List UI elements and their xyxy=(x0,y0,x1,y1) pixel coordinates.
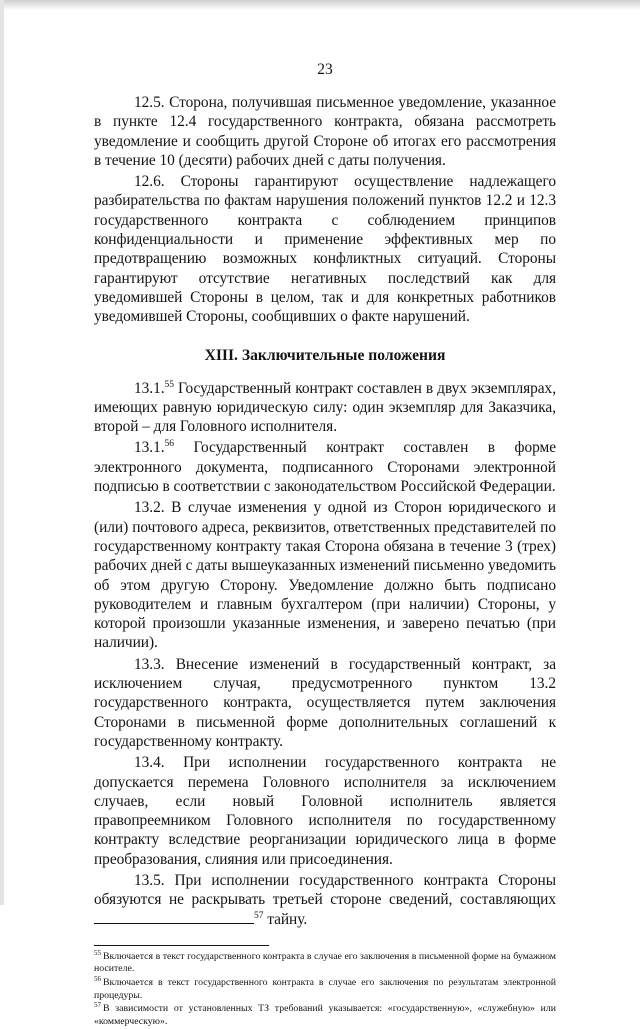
clause-13-3: 13.3. Внесение изменений в государственный контракт, за исключением случая, предусмотренного пунктом 13.2 государственного контракта, осуществляется путем заключения Сторонами в письменной форме дополнительных соглашений к государственному контракту. xyxy=(94,655,556,750)
footnote-55 xyxy=(94,948,556,976)
footnote-ref-55[interactable]: 55 xyxy=(164,379,174,390)
footnote-text: Включается в текст государственного контракта в случае его заключения в письменной форме на бумажном носителе. xyxy=(94,950,556,975)
clause-13-1-electronic xyxy=(94,438,556,496)
footnote-mark: 56 xyxy=(94,974,101,983)
clause-13-4: 13.4. При исполнении государственного контракта не допускается перемена Головного исполнителя за исключением случаев, если новый Головной исполнитель является правопреемником Головного исполнителя по государственному контракту вследствие реорганизации юридического лица в форме преобразования, слияния или присоединения. xyxy=(94,754,556,868)
clause-12-5: 12.5. Сторона, получившая письменное уведомление, указанное в пункте 12.4 государственного контракта, обязана рассмотреть уведомление и сообщить другой Стороне об итогах его рассмотрения в течение 10 (десяти) рабочих дней с даты получения. xyxy=(94,94,556,169)
footnote-text: Включается в текст государственного контракта в случае его заключения по результатам электронной процедуры. xyxy=(94,977,556,1001)
page-number: 23 xyxy=(317,61,333,78)
footnote-ref-57[interactable]: 57 xyxy=(254,910,264,921)
footnote-56 xyxy=(94,974,556,1002)
document-page xyxy=(94,60,556,1029)
fill-in-blank-line xyxy=(94,922,254,924)
clause-13-2: 13.2. В случае изменения у одной из Сторон юридического и (или) почтового адреса, реквизитов, ответственных представителей по государственному контракту такая Сторона обязана в течение 3 (трех) рабочих дней с даты вышеуказанных изменений письменно уведомить об этом другую Сторону. Уведомление должно быть подписано руководителем и главным бухгалтером (при наличии) Стороны, у которой произошли указанные изменения, и заверено печатью (при наличии). xyxy=(94,499,556,652)
section-heading: XIII. Заключительные положения xyxy=(204,346,446,364)
clause-text: Государственный контракт составлен в форме электронного документа, подписанного Сторонами электронной подписью в соответствии с законодательством Российской Федерации. xyxy=(94,439,556,496)
clause-text: 13.5. При исполнении государственного контракта Стороны обязуются не раскрывать третьей стороне сведений, составляющих xyxy=(94,871,556,909)
clause-12-6: 12.6. Стороны гарантируют осуществление надлежащего разбирательства по фактам нарушения положений пунктов 12.2 и 12.3 государственного контракта с соблюдением принципов конфиденциальности и применение эффективных мер по предотвращению возможных конфликтных ситуаций. Стороны гарантируют отсутствие негативных последствий как для уведомившей Стороны в целом, так и для конкретных работников уведомившей Стороны, сообщивших о факте нарушений. xyxy=(94,173,556,326)
footnote-separator xyxy=(94,945,269,946)
scan-top-shadow xyxy=(0,0,640,10)
footnote-57 xyxy=(94,1000,556,1028)
clause-text: Государственный контракт составлен в двух экземплярах, имеющих равную юридическую силу: один экземпляр для Заказчика, второй – для Головного исполнителя. xyxy=(94,379,556,436)
clause-number: 13.1. xyxy=(134,379,165,397)
clause-number: 13.1. xyxy=(134,439,165,457)
clause-13-1-paper xyxy=(94,379,556,437)
clause-13-5 xyxy=(94,871,556,929)
clause-tail: тайну. xyxy=(263,910,308,928)
footnote-mark: 55 xyxy=(94,948,101,957)
scan-left-edge xyxy=(0,0,4,905)
footnote-mark: 57 xyxy=(94,1000,101,1009)
footnote-text: В зависимости от установленных ТЗ требований указывается: «государственную», «служебную» или «коммерческую». xyxy=(94,1003,556,1027)
footnote-ref-56[interactable]: 56 xyxy=(164,439,174,450)
